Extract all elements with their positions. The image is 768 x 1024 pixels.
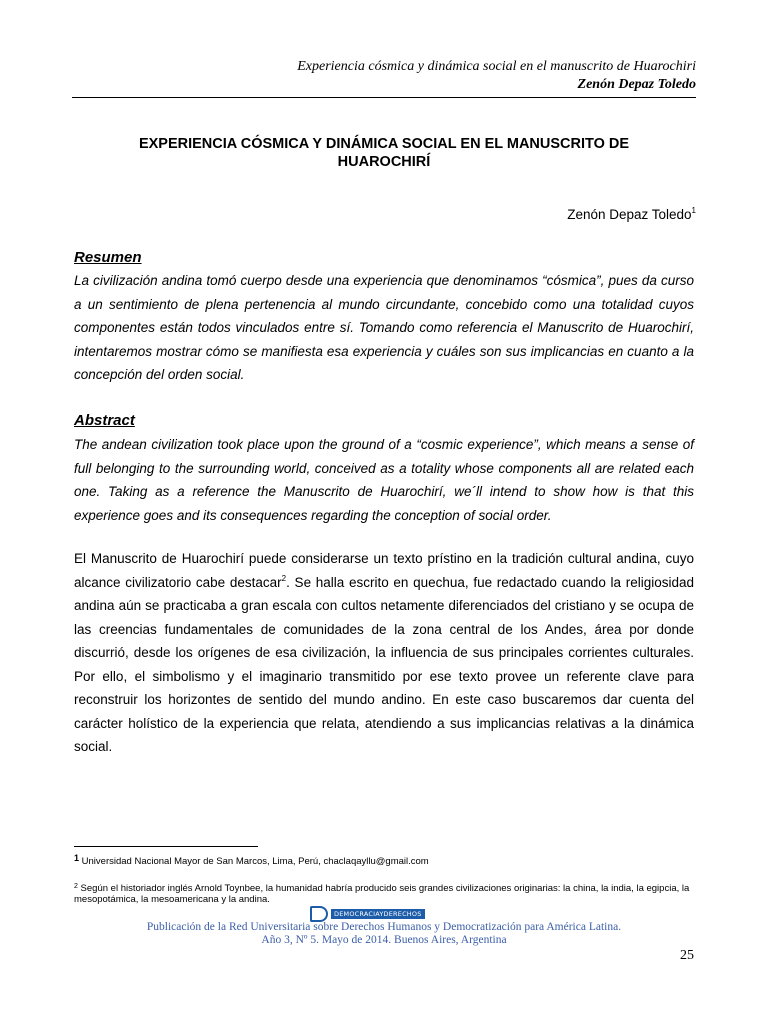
abstract-text: The andean civilization took place upon the ground of a “cosmic experience”, which means a sense of full belonging to the surrounding world, conceived as a totality whose components all are related each one. Taking as a reference the Manuscrito de Huarochirí, we´ll intend to show how is that this experience goes and its consequences regarding the conception of social order. bbox=[74, 437, 694, 523]
body-paragraph bbox=[74, 547, 694, 759]
running-author: Zenón Depaz Toledo bbox=[577, 77, 696, 92]
author-footnote-mark: 1 bbox=[691, 206, 696, 215]
article-title-line1: EXPERIENCIA CÓSMICA Y DINÁMICA SOCIAL EN EL MANUSCRITO DE bbox=[138, 136, 630, 152]
footnote-2-text: Según el historiador inglés Arnold Toynbee, la humanidad habría producido seis grandes civilizaciones originarias: la china, la india, la egipcia, la mesopotámica, la mesoamericana y la andina. bbox=[74, 883, 690, 905]
running-header bbox=[72, 58, 696, 94]
publication-line2: Año 3, Nº 5. Mayo de 2014. Buenos Aires, Argentina bbox=[261, 934, 507, 946]
footnote-1-mark: 1 bbox=[74, 853, 80, 863]
footnote-2-mark: 2 bbox=[74, 883, 78, 890]
footnote-1 bbox=[74, 853, 694, 867]
article-title-line2: HUAROCHIRÍ bbox=[337, 154, 431, 170]
author-byline bbox=[567, 206, 696, 224]
body-text-start: El Manuscrito de Huarochirí puede considerarse un texto prístino en la tradición cultural andina, cuyo alcance civilizatorio cabe destacar bbox=[74, 551, 694, 590]
footnote-1-text: Universidad Nacional Mayor de San Marcos, Lima, Perú, chaclaqayllu@gmail.com bbox=[81, 856, 429, 867]
body-footnote-mark: 2 bbox=[281, 573, 287, 583]
page-number: 25 bbox=[680, 948, 694, 963]
running-title: Experiencia cósmica y dinámica social en el manuscrito de Huarochiri bbox=[297, 59, 696, 74]
body-text-end: . Se halla escrito en quechua, fue redactado cuando la religiosidad andina aún se practicaba a gran escala con cultos netamente diferenciados del cristiano y se ocupa de las creencias fundamentales de comunidades de la zona central de los Andes, área por donde discurrió, desde los orígenes de esa civilización, la influencia de sus principales corrientes culturales. Por ello, el simbolismo y el imaginario transmitido por ese texto provee un referente clave para reconstruir los horizontes de sentido del mundo andino. En este caso buscaremos dar cuenta del carácter holístico de la experiencia que relata, atendiendo a sus implicancias relativas a la dinámica social. bbox=[74, 574, 694, 754]
publisher-logo bbox=[310, 906, 425, 922]
resumen-text: La civilización andina tomó cuerpo desde una experiencia que denominamos “cósmica”, pues da curso a un sentimiento de plena pertenencia al mundo circundante, concebido como una totalidad cuyos componentes están todos vinculados entre sí. Tomando como referencia el Manuscrito de Huarochirí, intentaremos mostrar cómo se manifiesta esa experiencia y cuáles son sus implicancias en cuanto a la concepción del orden social. bbox=[74, 273, 694, 382]
publication-line1: Publicación de la Red Universitaria sobre Derechos Humanos y Democratización para América Latina. bbox=[146, 921, 622, 933]
footnote-rule bbox=[74, 846, 258, 847]
author-name: Zenón Depaz Toledo bbox=[567, 207, 692, 222]
header-rule bbox=[72, 97, 696, 98]
abstract-heading: Abstract bbox=[74, 412, 135, 429]
publication-info bbox=[72, 921, 696, 947]
resumen-heading: Resumen bbox=[74, 249, 142, 266]
footnote-2 bbox=[74, 881, 694, 905]
publisher-logo-text: DEMOCRACIAYDERECHOS bbox=[331, 909, 425, 919]
publisher-logo-icon bbox=[310, 906, 328, 922]
article-title bbox=[72, 135, 696, 171]
